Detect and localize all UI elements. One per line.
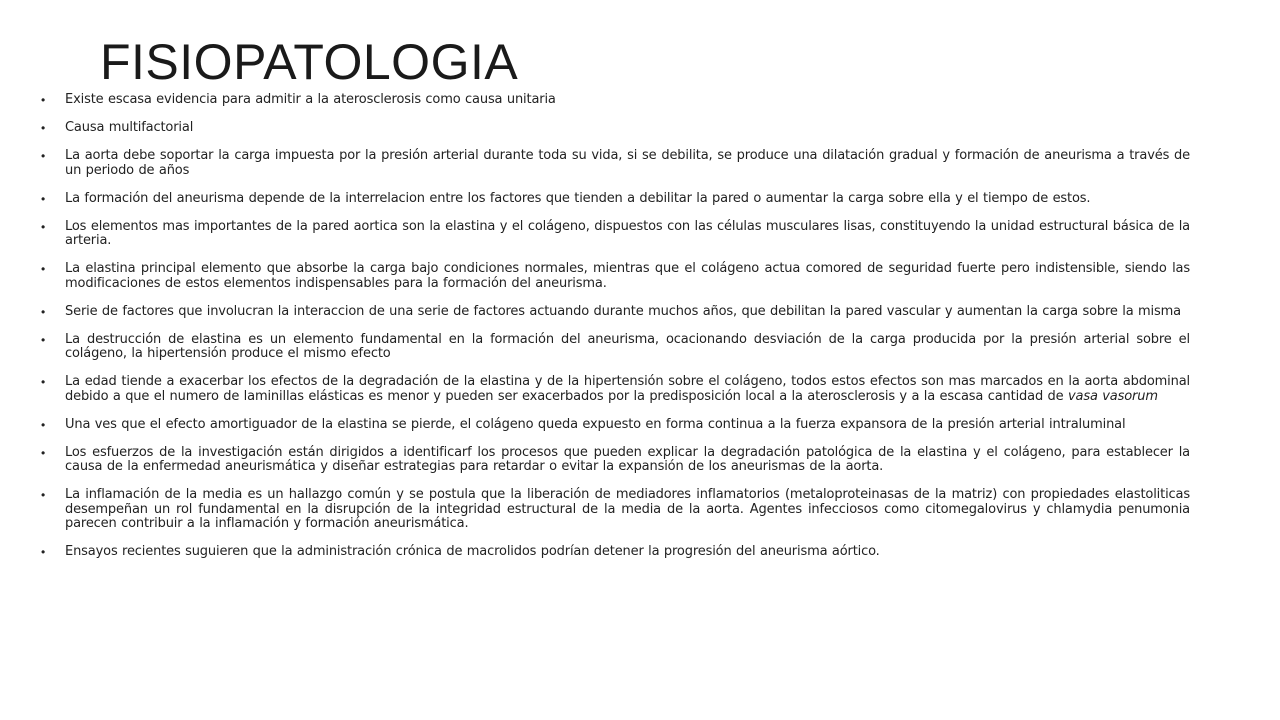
bullet-text: La edad tiende a exacerbar los efectos de la degradación de la elastina y de la hipertensión sobre el colágeno, todos estos efectos son mas marcados en la aorta abdominal debido a que el numero de laminillas elásticas es menor y pueden ser exacerbados por la predisposición local a la aterosclerosis y a la escasa cantidad de <box>65 374 1190 404</box>
bullet-text: Una ves que el efecto amortiguador de la elastina se pierde, el colágeno queda expuesto en forma continua a la fuerza expansora de la presión arterial intraluminal <box>65 416 1126 432</box>
bullet-text: La inflamación de la media es un hallazgo común y se postula que la liberación de mediadores inflamatorios (metaloproteinasas de la matriz) con propiedades elastoliticas desempeñan un rol fundamental en la disrupción de la integridad estructural de la media de la aorta. Agentes infecciosos como citomegalovirus y chlamydia penumonia parecen contribuir a la inflamación y formación aneurismática. <box>65 487 1190 531</box>
bullet-marker: • <box>41 191 46 206</box>
bullet-text: La elastina principal elemento que absorbe la carga bajo condiciones normales, mientras que el colágeno actua comored de seguridad fuerte pero indistensible, siendo las modificaciones de estos elementos indispensables para la formación del aneurisma. <box>65 261 1190 291</box>
bullet-item <box>40 488 1190 532</box>
bullet-text: La destrucción de elastina es un elemento fundamental en la formación del aneurisma, ocacionando desviación de la carga producida por la presión arterial sobre el colágeno, la hipertensión produce el mismo efecto <box>65 331 1190 361</box>
bullet-text: La formación del aneurisma depende de la interrelacion entre los factores que tienden a debilitar la pared o aumentar la carga sobre ella y el tiempo de estos. <box>65 190 1091 206</box>
bullet-item <box>40 93 1190 108</box>
bullet-item <box>40 333 1190 362</box>
bullet-marker: • <box>41 219 46 234</box>
bullet-text: Los elementos mas importantes de la pared aortica son la elastina y el colágeno, dispuestos con las células musculares lisas, constituyendo la unidad estructural básica de la arteria. <box>65 218 1190 248</box>
bullet-item <box>40 375 1190 404</box>
bullet-marker: • <box>41 93 46 107</box>
bullet-marker: • <box>41 375 46 389</box>
bullet-item <box>40 545 1190 560</box>
bullet-text: Ensayos recientes suguieren que la administración crónica de macrolidos podrían detener la progresión del aneurisma aórtico. <box>65 544 880 559</box>
slide-title: FISIOPATOLOGIA <box>100 34 519 90</box>
bullet-item <box>40 149 1190 178</box>
bullet-text: Causa multifactorial <box>65 120 194 135</box>
bullet-item <box>40 262 1190 291</box>
bullet-marker: • <box>41 445 46 460</box>
bullet-item <box>40 121 1190 136</box>
bullet-marker: • <box>41 149 46 163</box>
bullet-marker: • <box>41 545 46 559</box>
bullet-text: Serie de factores que involucran la interaccion de una serie de factores actuando durante muchos años, que debilitan la pared vascular y aumentan la carga sobre la misma <box>65 303 1181 319</box>
bullet-marker: • <box>41 488 46 502</box>
bullet-marker: • <box>41 304 46 319</box>
bullet-text: Existe escasa evidencia para admitir a la aterosclerosis como causa unitaria <box>65 92 556 107</box>
bullet-marker: • <box>41 417 46 432</box>
bullet-text: Los esfuerzos de la investigación están dirigidos a identificarf los procesos que pueden explicar la degradación patológica de la elastina y el colágeno, para establecer la causa de la enfermedad aneurismática y diseñar estrategias para retardar o evitar la expansión de los aneurismas de la aorta. <box>65 444 1190 474</box>
bullet-emphasis: vasa vasorum <box>1067 388 1158 404</box>
bullet-item <box>40 446 1190 475</box>
bullet-item <box>40 220 1190 249</box>
bullet-item <box>40 305 1190 320</box>
bullet-marker: • <box>41 121 46 135</box>
bullet-marker: • <box>41 262 46 276</box>
bullet-text: La aorta debe soportar la carga impuesta por la presión arterial durante toda su vida, si se debilita, se produce una dilatación gradual y formación de aneurisma a través de un periodo de años <box>65 148 1190 178</box>
bullet-item <box>40 192 1190 207</box>
bullet-item <box>40 418 1190 433</box>
bullet-marker: • <box>41 332 46 347</box>
bullet-list <box>40 93 1190 573</box>
